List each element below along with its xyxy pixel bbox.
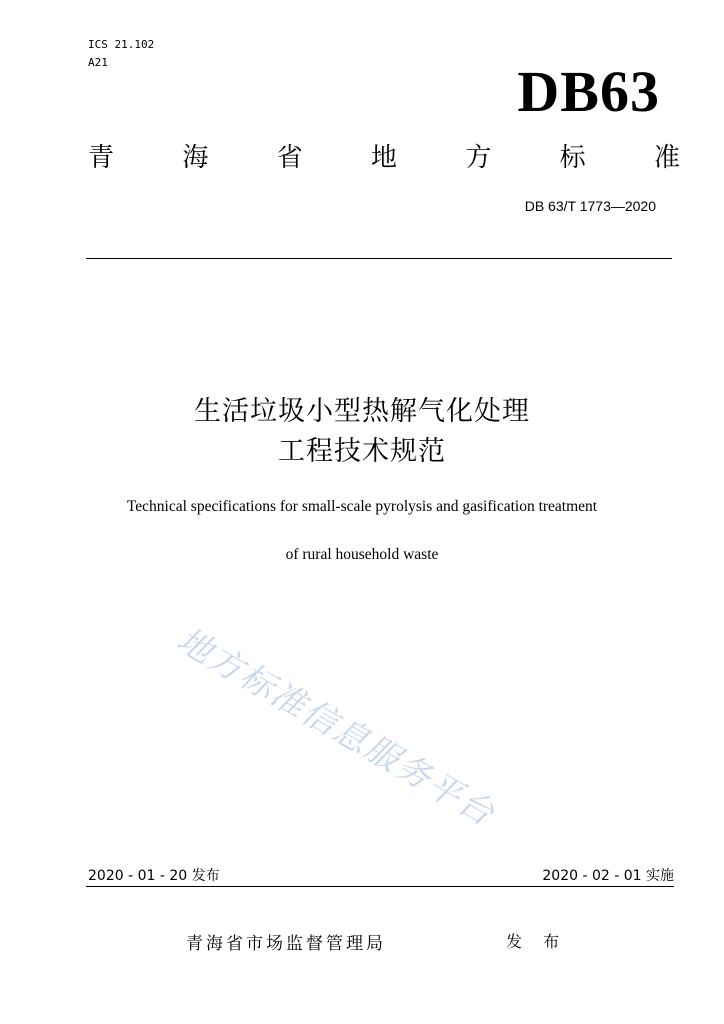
standard-number: DB 63/T 1773—2020 bbox=[524, 198, 656, 214]
standard-type-char: 青 bbox=[88, 143, 115, 173]
ics-code: ICS 21.102 bbox=[88, 38, 155, 51]
standard-type-char: 方 bbox=[465, 143, 492, 173]
publish-label: 发 布 bbox=[506, 932, 568, 951]
title-chinese bbox=[62, 392, 662, 472]
title-chinese-line-1: 生活垃圾小型热解气化处理 bbox=[194, 396, 530, 427]
standard-logo: DB63 bbox=[517, 59, 660, 124]
watermark: 地方标准信息服务平台 bbox=[170, 620, 502, 835]
standard-type-char: 地 bbox=[370, 143, 397, 173]
footer-divider bbox=[86, 886, 674, 887]
standard-type-char: 海 bbox=[182, 143, 209, 173]
standard-type-char: 省 bbox=[276, 143, 303, 173]
title-english-line-2: of rural household waste bbox=[285, 546, 439, 563]
title-chinese-line-2: 工程技术规范 bbox=[278, 436, 446, 467]
standard-type-heading bbox=[88, 138, 680, 178]
issuing-authority: 青海省市场监督管理局 bbox=[186, 934, 386, 954]
issue-date: 2020 - 01 - 20 发布 bbox=[88, 868, 220, 884]
standard-type-char: 标 bbox=[559, 143, 586, 173]
title-english-line-1: Technical specifications for small-scale pyrolysis and gasification treatment bbox=[126, 498, 598, 515]
classification-code: A21 bbox=[88, 56, 108, 69]
header-divider bbox=[86, 258, 672, 259]
implementation-date: 2020 - 02 - 01 实施 bbox=[542, 868, 674, 884]
standard-type-char: 准 bbox=[653, 143, 680, 173]
